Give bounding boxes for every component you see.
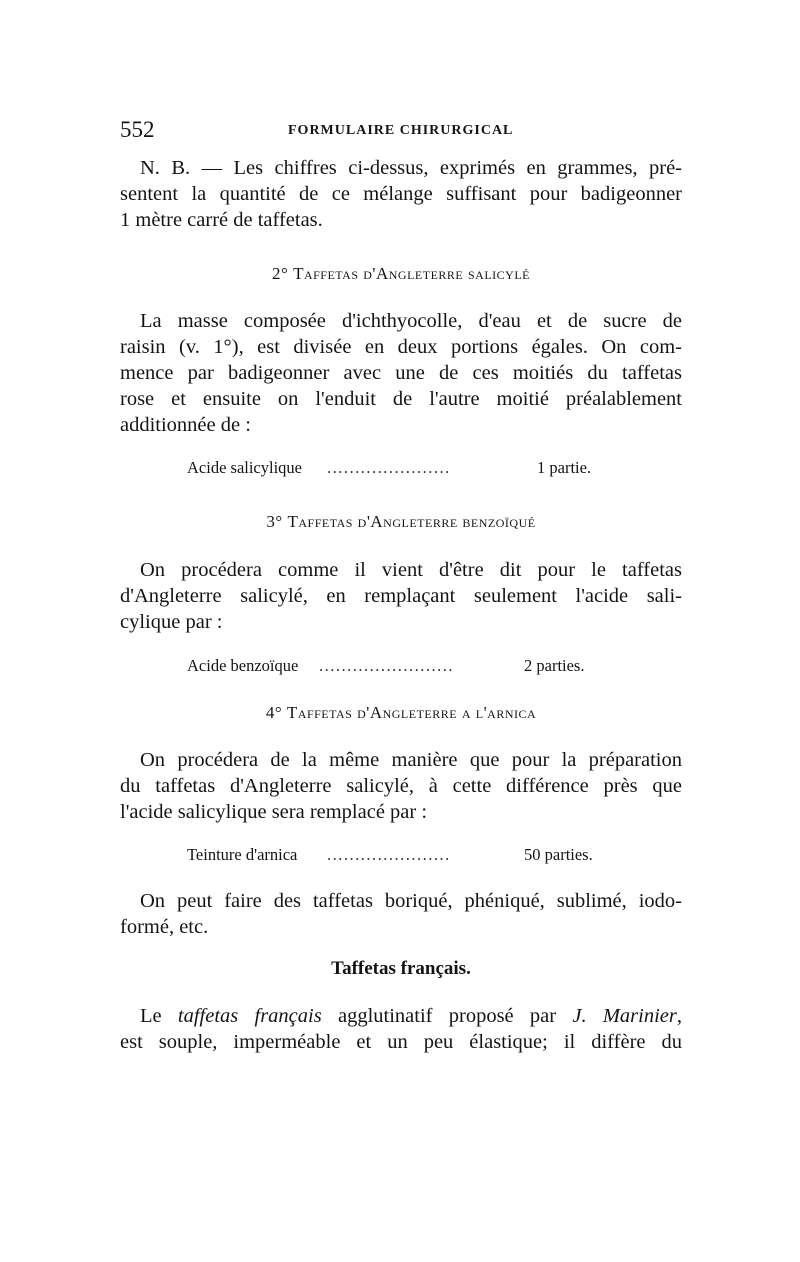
text-line: du taffetas d'Angleterre salicylé, à cette différence près que: [120, 775, 682, 797]
paragraph-benzoique: [120, 557, 682, 635]
subheading-taffetas-francais: Taffetas français.: [331, 958, 471, 979]
page-number: 552: [120, 117, 155, 142]
recipe-line: [187, 656, 617, 678]
text-run: ,: [676, 1005, 682, 1027]
paragraph-arnica: [120, 747, 682, 825]
running-head: [120, 117, 682, 145]
text-line: On peut faire des taffetas boriqué, phéniqué, sublimé, iodo-: [140, 890, 682, 912]
recipe-line: [187, 458, 617, 480]
section-number: 2°: [272, 264, 289, 283]
text-line: additionnée de :: [120, 414, 251, 436]
paragraph-taffetas-francais: [120, 1003, 682, 1055]
running-title: FORMULAIRE CHIRURGICAL: [288, 123, 514, 138]
paragraph-salicyle: [120, 308, 682, 438]
ingredient-quantity: 1 partie.: [537, 458, 592, 477]
text-line: [120, 1003, 682, 1029]
text-line: sentent la quantité de ce mélange suffisant pour badigeonner: [120, 183, 682, 205]
section-heading-4: [120, 703, 682, 723]
text-line: mence par badigeonner avec une de ces moitiés du taffetas: [120, 362, 682, 384]
text-line: l'acide salicylique sera remplacé par :: [120, 801, 428, 823]
ingredient-name: Acide salicylique: [187, 458, 303, 477]
ingredient-name: Teinture d'arnica: [187, 845, 298, 864]
section-heading-2: [120, 264, 682, 284]
text-run: Le: [140, 1005, 178, 1027]
section-title-text: Taffetas d'Angleterre benzoïqué: [287, 512, 536, 531]
leader-dots: ........................: [319, 656, 454, 675]
text-line: formé, etc.: [120, 916, 209, 938]
text-line: On procédera de la même manière que pour la préparation: [140, 749, 682, 771]
ingredient-quantity: 50 parties.: [524, 845, 593, 864]
text-line: cylique par :: [120, 611, 223, 633]
section-number: 4°: [265, 703, 283, 722]
text-run: agglutinatif proposé par: [321, 1005, 573, 1027]
leader-dots: ......................: [327, 458, 451, 477]
text-line: est souple, imperméable et un peu élastique; il diffère du: [120, 1031, 682, 1053]
leader-dots: ......................: [327, 845, 451, 864]
text-line: raisin (v. 1°), est divisée en deux portions égales. On com-: [120, 336, 682, 358]
section-title-text: Taffetas d'Angleterre salicylé: [293, 264, 530, 283]
section-title-text: Taffetas d'Angleterre a l'arnica: [286, 703, 537, 722]
text-line: On procédera comme il vient d'être dit pour le taffetas: [140, 559, 682, 581]
text-line: 1 mètre carré de taffetas.: [120, 209, 323, 231]
text-line: rose et ensuite on l'enduit de l'autre moitié préalablement: [120, 388, 682, 410]
section-number: 3°: [266, 512, 283, 531]
nb-paragraph: [120, 155, 682, 233]
ingredient-quantity: 2 parties.: [524, 656, 585, 675]
text-line: N. B. — Les chiffres ci-dessus, exprimés en grammes, pré-: [140, 157, 682, 179]
section-heading-3: [120, 512, 682, 532]
recipe-line: [187, 845, 617, 867]
italic-term: taffetas français: [177, 1005, 322, 1027]
paragraph-other-taffetas: [120, 888, 682, 940]
italic-author: J. Marinier: [572, 1005, 677, 1027]
ingredient-name: Acide benzoïque: [187, 656, 299, 675]
text-line: d'Angleterre salicylé, en remplaçant seulement l'acide sali-: [120, 585, 682, 607]
text-line: La masse composée d'ichthyocolle, d'eau et de sucre de: [140, 310, 682, 332]
